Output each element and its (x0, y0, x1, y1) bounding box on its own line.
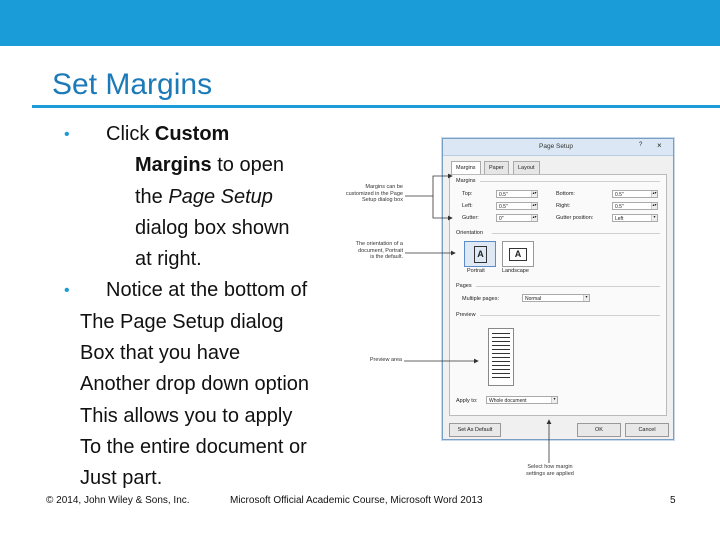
text-run: to open (211, 154, 284, 177)
pages-section-label: Pages (456, 283, 472, 289)
footer-course: Microsoft Official Academic Course, Microsoft Word 2013 (230, 495, 483, 506)
page-number: 5 (670, 495, 676, 506)
landscape-icon: A (509, 248, 527, 261)
callout-line: The orientation of a (355, 241, 403, 247)
portrait-icon: A (474, 246, 487, 263)
italic-run: Page Setup (168, 185, 273, 208)
left-label: Left: (462, 203, 473, 209)
right-value: 0.5" (615, 204, 624, 210)
body-line: Just part. (80, 467, 163, 490)
text-run: at right. (135, 248, 202, 271)
top-value: 0.5" (499, 192, 508, 198)
spinner-icon[interactable]: ▴▾ (652, 190, 657, 195)
dialog-title: Page Setup (539, 143, 573, 150)
help-icon[interactable]: ? (639, 142, 643, 148)
callout-line: is the default. (370, 254, 403, 260)
bottom-value: 0.5" (615, 192, 624, 198)
callout-line: Setup dialog box (362, 197, 403, 203)
margins-section-label: Margins (456, 178, 476, 184)
apply-to-value: Whole document (489, 398, 527, 404)
cancel-button[interactable]: Cancel (625, 423, 669, 437)
gutter-label: Gutter: (462, 215, 479, 221)
text-run: dialog box shown (135, 216, 290, 239)
gutter-position-label: Gutter position: (556, 215, 594, 221)
body-line: This allows you to apply (80, 404, 293, 427)
footer-copyright: © 2014, John Wiley & Sons, Inc. (46, 495, 190, 506)
bold-run: Margins (135, 154, 212, 177)
tab-layout[interactable]: Layout (513, 161, 540, 174)
text-run: Click (106, 123, 155, 145)
text-run: the (135, 185, 169, 208)
chevron-down-icon[interactable]: ▾ (651, 215, 657, 221)
spinner-icon[interactable]: ▴▾ (532, 202, 537, 207)
callout-line: document, Portrait (358, 247, 403, 254)
spinner-icon[interactable]: ▴▾ (652, 202, 657, 207)
tab-paper[interactable]: Paper (484, 161, 509, 174)
slide-title: Set Margins (52, 68, 213, 101)
spinner-icon[interactable]: ▴▾ (532, 190, 537, 195)
bullet-icon: • (64, 282, 70, 300)
bullet-icon: • (64, 126, 70, 143)
body-line: Box that you have (80, 342, 241, 365)
text-run: Notice at the bottom of (106, 279, 308, 302)
apply-to-label: Apply to: (456, 398, 478, 404)
chevron-down-icon[interactable]: ▾ (551, 397, 557, 403)
tab-margins[interactable]: Margins (451, 161, 481, 175)
spinner-icon[interactable]: ▴▾ (532, 214, 537, 219)
orientation-section-label: Orientation (456, 230, 483, 236)
gutter-value: 0" (499, 216, 504, 222)
left-value: 0.5" (499, 204, 508, 210)
landscape-label: Landscape (502, 268, 529, 274)
callout-line: customized in the Page (345, 190, 403, 197)
close-icon[interactable]: × (657, 141, 662, 150)
callout-line: settings are applied (526, 470, 574, 477)
preview-section-label: Preview (456, 312, 476, 318)
chevron-down-icon[interactable]: ▾ (583, 295, 589, 301)
body-line: To the entire document or (80, 435, 307, 458)
gutter-position-value: Left (615, 216, 624, 222)
callout-line: Margins can be (365, 184, 403, 190)
ok-button[interactable]: OK (577, 423, 621, 437)
right-label: Right: (556, 203, 571, 209)
bottom-label: Bottom: (556, 191, 575, 197)
callout-line: Preview area (369, 357, 402, 363)
callout-line: Select how margin (527, 464, 573, 470)
set-as-default-button[interactable]: Set As Default (449, 423, 501, 437)
body-line: The Page Setup dialog (80, 310, 284, 333)
portrait-label: Portrait (467, 268, 485, 274)
body-line: Another drop down option (80, 373, 310, 396)
top-label: Top: (462, 191, 473, 197)
bold-run: Custom (154, 123, 230, 145)
multiple-pages-label: Multiple pages: (462, 296, 499, 302)
multiple-pages-value: Normal (525, 296, 542, 302)
